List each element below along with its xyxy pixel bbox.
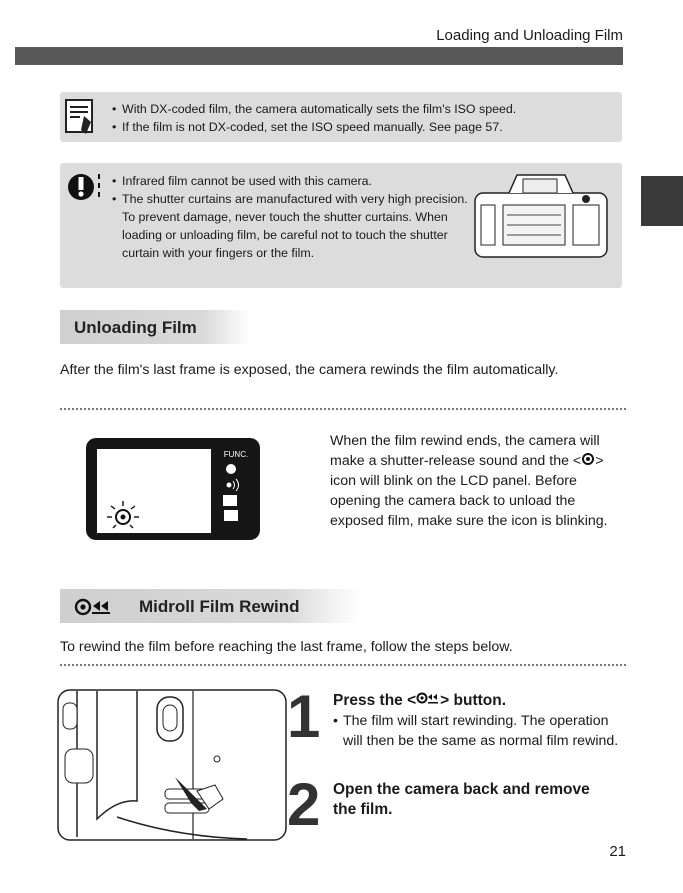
midroll-rewind-icon: [416, 691, 440, 705]
dotted-divider: [60, 408, 626, 410]
drive-mode-icon: [223, 495, 237, 506]
info-note-box: [60, 92, 622, 142]
rewind-end-description: When the film rewind ends, the camera will make a shutter-release sound and the < > icon will blink on the LCD panel. Before opening the camera back to unload the exposed film, make sure the icon is blinking.: [330, 433, 608, 529]
step-number: 2: [287, 771, 321, 838]
midroll-intro: To rewind the film before reaching the last frame, follow the steps below.: [60, 639, 513, 655]
film-cartridge-icon: [226, 464, 236, 474]
caution-icon: [64, 171, 106, 205]
section-tab-marker: [641, 176, 683, 226]
step2-heading: Open the camera back and remove the film.: [333, 781, 590, 818]
caution-note-line: • The shutter curtains are manufactured with very high precision. To prevent damage, never touch the shutter curtains. When loading or unloading film, be careful not to touch the shutter curtain with your fingers or the film.: [112, 192, 468, 260]
step-number: 1: [287, 683, 321, 750]
dotted-divider: [60, 664, 626, 666]
lcd-panel-illustration: [85, 437, 261, 541]
info-note-line: • With DX-coded film, the camera automatically sets the film's ISO speed.: [112, 102, 517, 116]
section-heading-unloading: [60, 310, 250, 344]
header-bar: [15, 47, 623, 65]
step1-body: • The film will start rewinding. The operation will then be the same as normal film rewind.: [333, 713, 619, 749]
section-title: Unloading Film: [74, 318, 197, 337]
page-number: 21: [609, 843, 626, 860]
step1-heading: Press the < > button.: [333, 692, 507, 709]
info-note-line: • If the film is not DX-coded, set the ISO speed manually. See page 57.: [112, 120, 503, 134]
timer-icon: [224, 510, 238, 521]
section-title: Midroll Film Rewind: [139, 597, 300, 616]
caution-note-line: • Infrared film cannot be used with this camera.: [112, 174, 372, 188]
rewind-button-illustration: [57, 689, 287, 841]
caution-note-box: [60, 163, 622, 288]
unloading-intro: After the film's last frame is exposed, the camera rewinds the film automatically.: [60, 362, 559, 378]
film-cartridge-icon: [581, 453, 595, 465]
camera-back-illustration: [473, 169, 613, 265]
section-heading-midroll: [60, 589, 360, 623]
midroll-rewind-icon: [74, 598, 116, 616]
memo-note-icon: [64, 98, 96, 136]
lcd-func-label: FUNC.: [223, 450, 249, 459]
page-header-title: Loading and Unloading Film: [436, 27, 623, 44]
